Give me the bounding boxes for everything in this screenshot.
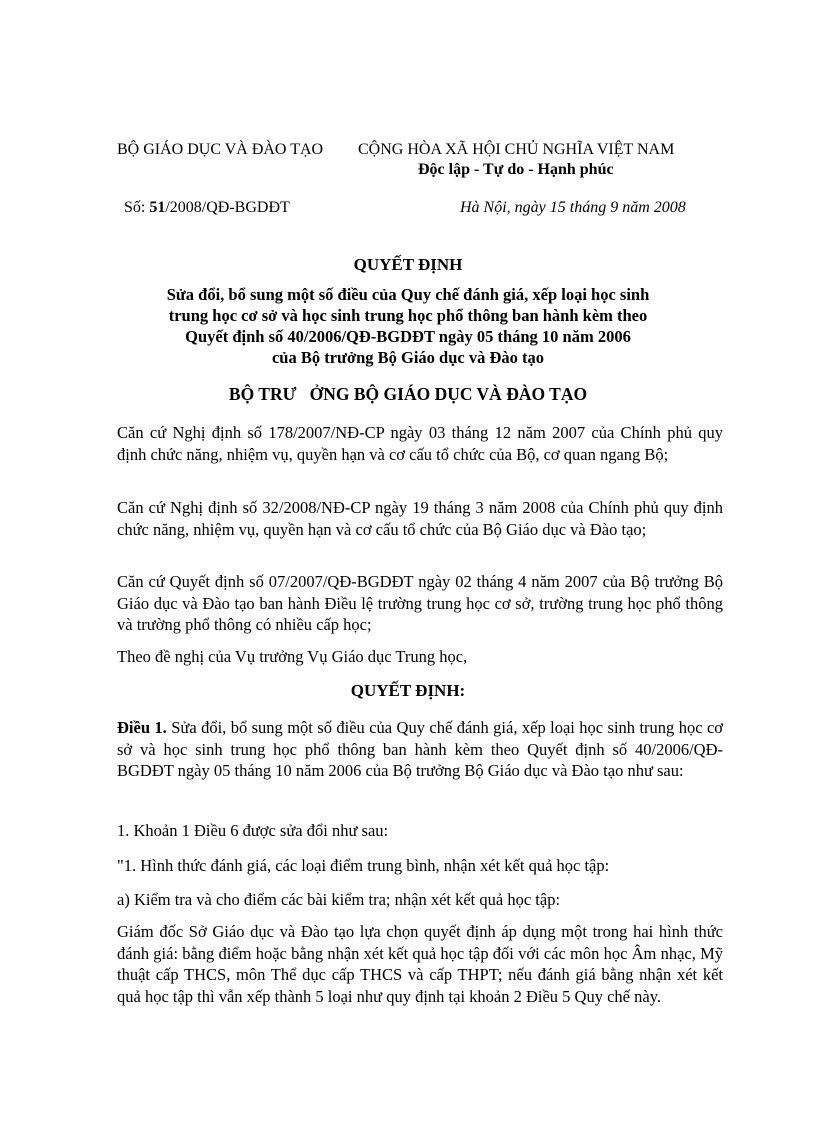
item-a: a) Kiểm tra và cho điểm các bài kiểm tra; nhận xét kết quả học tập: xyxy=(117,890,561,909)
article-1-text: Sửa đổi, bổ sung một số điều của Quy chế đánh giá, xếp loại học sinh trung học cơ sở và học sinh trung học phổ thông ban hành kèm theo Quyết định số 40/2006/QĐ-BGDĐT ngày 05 tháng 10 năm 2006 của Bộ trưởng Bộ Giáo dục và Đào tạo như sau: xyxy=(117,718,723,780)
issuing-authority: BỘ TRƯ ỞNG BỘ GIÁO DỤC VÀ ĐÀO TẠO xyxy=(228,384,588,404)
article-1 xyxy=(117,717,723,782)
document-date: Hà Nội, ngày 15 tháng 9 năm 2008 xyxy=(460,199,686,216)
decision-title: QUYẾT ĐỊNH xyxy=(353,255,463,274)
legal-basis-3: Căn cứ Quyết định số 07/2007/QĐ-BGDĐT ngày 02 tháng 4 năm 2007 của Bộ trưởng Bộ Giáo dục và Đào tạo ban hành Điều lệ trường trung học cơ sở, trường trung học phổ thông và trường phổ thông có nhiều cấp học; xyxy=(117,572,723,634)
proposal-line: Theo đề nghị của Vụ trưởng Vụ Giáo dục Trung học, xyxy=(117,647,468,666)
document-number xyxy=(124,199,290,217)
legal-basis-2: Căn cứ Nghị định số 32/2008/NĐ-CP ngày 19 tháng 3 năm 2008 của Chính phủ quy định chức năng, nhiệm vụ, quyền hạn và cơ cấu tổ chức của Bộ Giáo dục và Đào tạo; xyxy=(117,498,723,539)
legal-basis-1: Căn cứ Nghị định số 178/2007/NĐ-CP ngày 03 tháng 12 năm 2007 của Chính phủ quy định chức năng, nhiệm vụ, quyền hạn và cơ cấu tổ chức của Bộ, cơ quan ngang Bộ; xyxy=(117,423,723,464)
director-paragraph: Giám đốc Sở Giáo dục và Đào tạo lựa chọn quyết định áp dụng một trong hai hình thức đánh giá: bằng điểm hoặc bằng nhận xét kết quả học tập đối với các môn học Âm nhạc, Mỹ thuật cấp THCS, môn Thể dục cấp THCS và cấp THPT; nếu đánh giá bằng nhận xét kết quả học tập thì vẫn xếp thành 5 loại như quy định tại khoản 2 Điều 5 Quy chế này. xyxy=(117,922,723,1006)
document-number-bold: 51 xyxy=(149,199,166,216)
quoted-clause-1: "1. Hình thức đánh giá, các loại điểm trung bình, nhận xét kết quả học tập: xyxy=(117,856,610,875)
national-motto: Độc lập - Tự do - Hạnh phúc xyxy=(418,161,614,178)
subtitle-line-2: trung học cơ sở và học sinh trung học phổ thông ban hành kèm theo xyxy=(168,306,648,325)
article-1-label: Điều 1. xyxy=(117,718,167,737)
decides-heading: QUYẾT ĐỊNH: xyxy=(350,681,466,700)
republic-name: CỘNG HÒA XÃ HỘI CHỦ NGHĨA VIỆT NAM xyxy=(358,141,675,158)
subtitle-line-1: Sửa đổi, bổ sung một số điều của Quy chế đánh giá, xếp loại học sinh xyxy=(166,285,650,304)
clause-1: 1. Khoản 1 Điều 6 được sửa đổi như sau: xyxy=(117,821,389,840)
document-number-suffix: /2008/QĐ-BGDĐT xyxy=(165,199,290,216)
ministry-name: BỘ GIÁO DỤC VÀ ĐÀO TẠO xyxy=(117,141,324,158)
subtitle-line-3: Quyết định số 40/2006/QĐ-BGDĐT ngày 05 tháng 10 năm 2006 xyxy=(185,327,631,346)
document-number-prefix: Số: xyxy=(124,199,150,216)
subtitle-line-4: của Bộ trưởng Bộ Giáo dục và Đào tạo xyxy=(271,348,545,367)
